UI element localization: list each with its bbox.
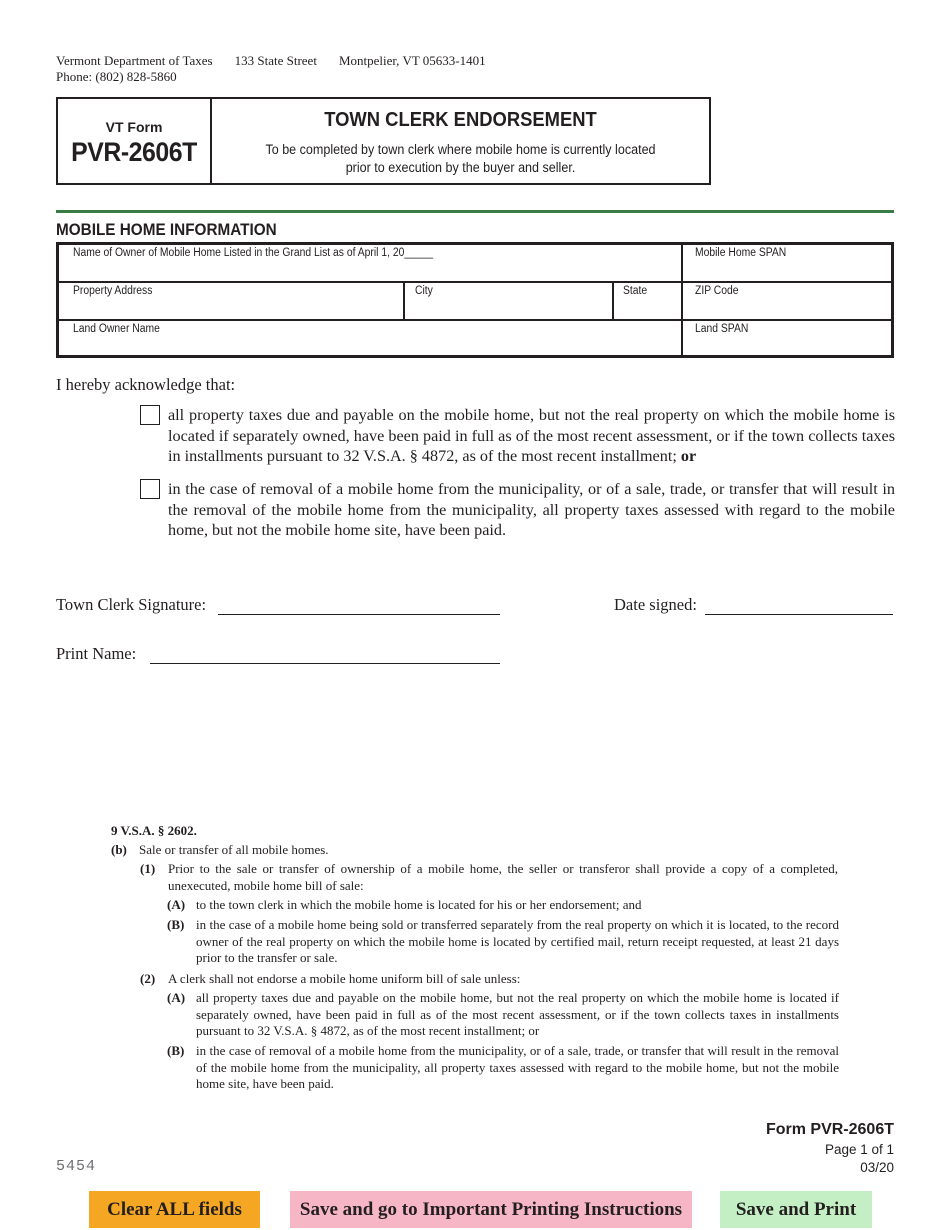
statute-1b-text: in the case of a mobile home being sold or transferred separately from the real property on which it is located, to the record owner of the real property on which the mobile home is located by certified mail, return receipt requested, at least 21 days prior to the transfer or sale.	[196, 917, 839, 965]
form-subtitle-line1: To be completed by town clerk where mobile home is currently located	[265, 142, 656, 157]
state-label: State	[623, 285, 648, 297]
land-span-label: Land SPAN	[695, 323, 749, 335]
city-cell	[405, 283, 612, 319]
acknowledge-intro: I hereby acknowledge that:	[56, 375, 236, 394]
zip-cell	[683, 283, 891, 319]
zip-label: ZIP Code	[695, 285, 739, 297]
statute-1a-mark: (A)	[167, 897, 186, 912]
mobile-home-span-cell	[683, 245, 891, 281]
print-name-input[interactable]	[150, 642, 504, 664]
zip-input[interactable]	[691, 299, 883, 317]
land-span-input[interactable]	[691, 335, 883, 353]
form-subtitle-line2: prior to execution by the buyer and seller.	[345, 160, 576, 175]
owner-name-input[interactable]	[67, 261, 673, 279]
statute-2-mark: (2)	[140, 971, 156, 986]
date-signed-label: Date signed:	[614, 595, 697, 614]
print-name-label: Print Name:	[56, 644, 137, 663]
save-print-button[interactable]: Save and Print	[720, 1191, 872, 1228]
agency-address	[56, 53, 508, 69]
footer-revision: 03/20	[860, 1160, 894, 1175]
statute-2b-text: in the case of removal of a mobile home from the municipality, or of a sale, trade, or transfer that will result in the removal of the mobile home from the municipality, all property taxes assessed with regard to the mobile home, but not the mobile home site, have been paid.	[196, 1043, 839, 1091]
section-title: MOBILE HOME INFORMATION	[56, 220, 277, 239]
state-input[interactable]	[622, 299, 673, 317]
clerk-signature-input[interactable]	[218, 593, 504, 615]
form-header-box	[56, 97, 711, 185]
option2-checkbox[interactable]	[140, 479, 160, 499]
mobile-home-span-label: Mobile Home SPAN	[695, 247, 787, 259]
option1-body: all property taxes due and payable on the mobile home, but not the real property on which the mobile home is located if separately owned, have been paid in full as of the most recent assessment, or if the town collects taxes in installments pursuant to 32 V.S.A. § 4872, as of the most recent installment;	[168, 406, 895, 465]
property-address-label: Property Address	[73, 285, 153, 297]
land-span-cell	[683, 321, 891, 355]
clerk-signature-line	[218, 614, 500, 615]
form-subtitle	[229, 141, 691, 177]
statute-1-mark: (1)	[140, 861, 156, 876]
agency-street: 133 State Street	[234, 53, 317, 68]
land-owner-label: Land Owner Name	[73, 323, 160, 335]
form-prefix: VT Form	[105, 119, 163, 135]
owner-name-cell	[59, 245, 681, 281]
statute-1-text: Prior to the sale or transfer of ownership of a mobile home, the seller or transferor shall provide a copy of a completed, unexecuted, mobile home bill of sale:	[168, 861, 838, 893]
property-address-input[interactable]	[67, 299, 395, 317]
statute-2a-mark: (A)	[167, 990, 186, 1005]
date-signed-line	[705, 614, 893, 615]
property-address-cell	[59, 283, 403, 319]
agency-city: Montpelier, VT 05633-1401	[338, 53, 486, 68]
form-id-panel	[58, 99, 212, 183]
footer-form-name: Form PVR-2606T	[765, 1121, 894, 1138]
statute-b-mark: (b)	[111, 842, 127, 857]
option1-or: or	[680, 447, 697, 465]
city-label: City	[415, 285, 433, 297]
clear-all-button[interactable]: Clear ALL fields	[89, 1191, 260, 1228]
statute-2-text: A clerk shall not endorse a mobile home uniform bill of sale unless:	[168, 971, 521, 986]
land-owner-input[interactable]	[67, 335, 673, 353]
mobile-home-info-table	[56, 242, 894, 358]
option1-text	[168, 405, 895, 467]
option1-checkbox[interactable]	[140, 405, 160, 425]
form-number: PVR-2606T	[71, 137, 197, 167]
form-code: 5454	[56, 1158, 97, 1175]
statute-2b-mark: (B)	[167, 1043, 185, 1058]
agency-phone: Phone: (802) 828-5860	[56, 69, 177, 84]
agency-name: Vermont Department of Taxes	[56, 53, 213, 68]
mobile-home-span-input[interactable]	[691, 261, 883, 279]
city-input[interactable]	[413, 299, 604, 317]
print-name-line	[150, 663, 500, 664]
footer-page: Page 1 of 1	[824, 1142, 894, 1157]
statute-2a-text: all property taxes due and payable on the mobile home, but not the real property on which the mobile home is located if separately owned, have been paid in full as of the most recent assessment, or if the town collects taxes in installments pursuant to 32 V.S.A. § 4872, as of the most recent installment; or	[196, 990, 839, 1038]
state-cell	[614, 283, 681, 319]
option2-text: in the case of removal of a mobile home from the municipality, or of a sale, trade, or transfer that will result in the removal of the mobile home from the municipality, all property taxes assessed with regard to the mobile home, but not the mobile home site, have been paid.	[168, 480, 895, 539]
clerk-signature-label: Town Clerk Signature:	[56, 595, 207, 614]
statute-b-text: Sale or transfer of all mobile homes.	[139, 842, 329, 857]
form-title: TOWN CLERK ENDORSEMENT	[324, 109, 597, 131]
section-divider	[56, 210, 894, 213]
statute-heading: 9 V.S.A. § 2602.	[111, 823, 197, 838]
owner-name-label: Name of Owner of Mobile Home Listed in the Grand List as of April 1, 20_____	[73, 247, 434, 259]
save-instructions-button[interactable]: Save and go to Important Printing Instructions	[290, 1191, 692, 1228]
date-signed-input[interactable]	[705, 593, 897, 615]
statute-1a-text: to the town clerk in which the mobile home is located for his or her endorsement; and	[196, 897, 642, 912]
land-owner-cell	[59, 321, 681, 355]
form-title-panel	[212, 99, 709, 183]
statute-1b-mark: (B)	[167, 917, 185, 932]
